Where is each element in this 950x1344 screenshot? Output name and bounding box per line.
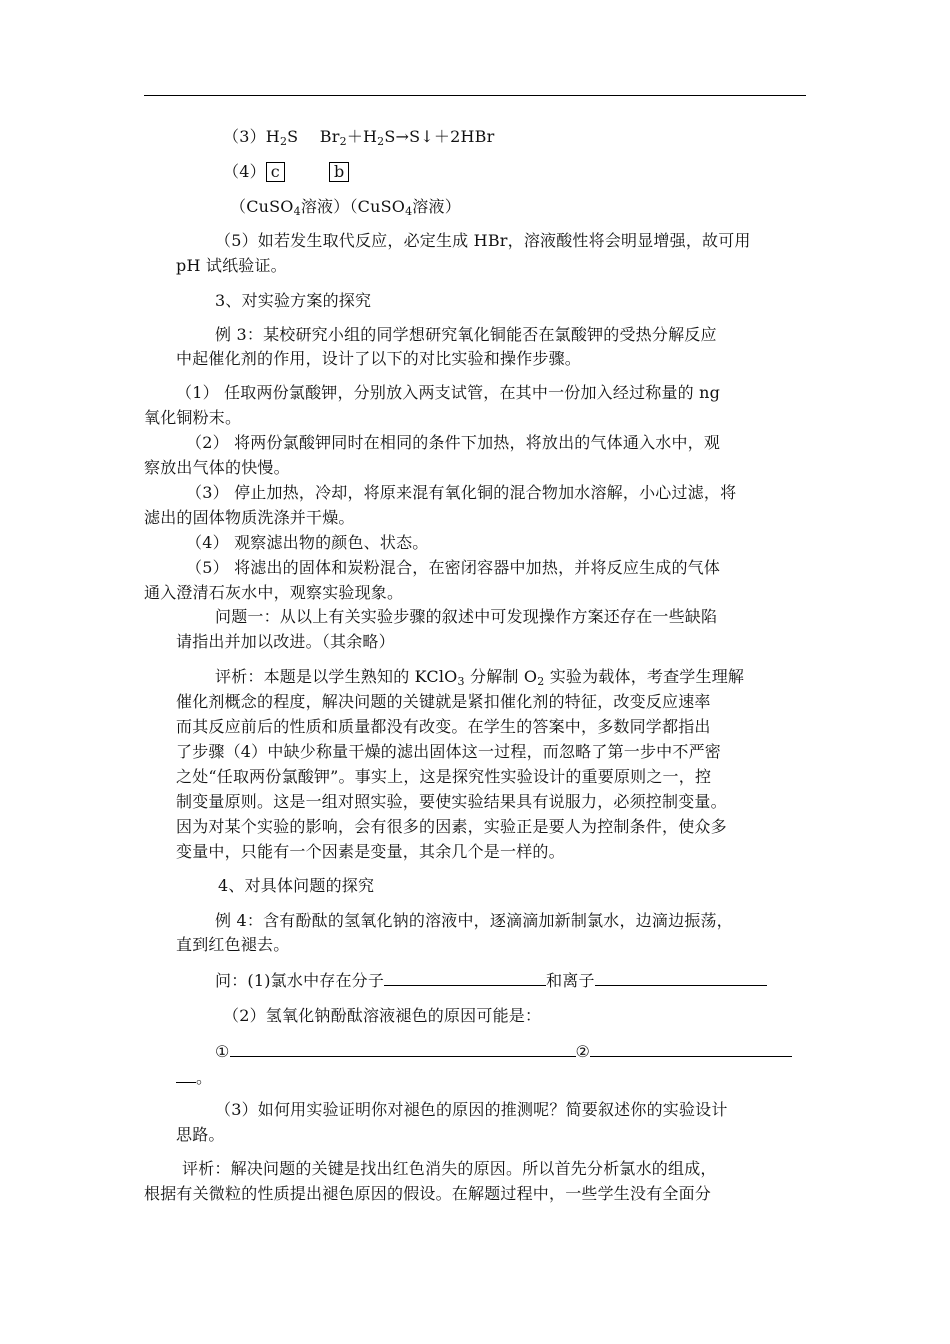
analysis-4-line-b: 根据有关微粒的性质提出褪色原因的假设。在解题过程中，一些学生没有全面分	[144, 1184, 712, 1203]
text-segment: 评析：本题是以学生熟知的 KClO	[215, 667, 458, 686]
question-1-line-b: 请指出并加以改进。（其余略）	[176, 632, 395, 651]
subscript: 2	[279, 135, 288, 148]
analysis-3-line-4: 了步骤（4）中缺少称量干燥的滤出固体这一过程，而忽略了第一步中不严密	[176, 742, 721, 761]
text-segment: （CuSO	[230, 197, 294, 216]
answer-blank-molecules[interactable]	[384, 969, 546, 986]
example-4-line-a: 例 4：含有酚酞的氢氧化钠的溶液中，逐滴滴加新制氯水，边滴边振荡，	[215, 911, 733, 930]
answer-4-label: （4）	[223, 162, 266, 181]
circled-one: ①	[215, 1042, 230, 1061]
question-4-3-line-b: 思路。	[176, 1125, 225, 1144]
analysis-3-line-2: 催化剂概念的程度，解决问题的关键就是紧扣催化剂的特征，改变反应速率	[176, 692, 711, 711]
step-2-line-a: （2） 将两份氯酸钾同时在相同的条件下加热，将放出的气体通入水中，观	[186, 433, 721, 452]
section-4-heading: 4、对具体问题的探究	[218, 876, 375, 895]
analysis-4-line-a: 评析：解决问题的关键是找出红色消失的原因。所以首先分析氯水的组成，	[182, 1159, 717, 1178]
apparatus-box-c: c	[266, 162, 285, 182]
example-3-line-a: 例 3：某校研究小组的同学想研究氧化铜能否在氯酸钾的受热分解反应	[215, 325, 717, 344]
text-segment: S→S↓＋2HBr	[384, 127, 495, 146]
header-rule	[144, 95, 806, 96]
subscript: 2	[339, 135, 347, 148]
text-segment: S Br	[287, 127, 340, 146]
question-4-1-line	[215, 969, 767, 992]
text-segment: 实验为载体，考查学生理解	[544, 667, 745, 686]
text-segment: 溶液）	[412, 197, 461, 216]
question-4-2-line: （2）氢氧化钠酚酞溶液褪色的原因可能是：	[223, 1006, 542, 1025]
text-segment: 。	[196, 1068, 213, 1087]
question-4-2-blanks	[215, 1040, 792, 1063]
analysis-3-line-6: 制变量原则。这是一组对照实验，要使实验结果具有说服力，必须控制变量。	[176, 792, 727, 811]
text-segment: 分解制 O	[464, 667, 538, 686]
question-4-2-blank-end	[176, 1066, 212, 1089]
example-3-line-b: 中起催化剂的作用，设计了以下的对比实验和操作步骤。	[176, 349, 582, 368]
answer-3-label: （3）H	[223, 127, 280, 146]
analysis-3-line-1	[215, 666, 744, 688]
step-2-line-b: 察放出气体的快慢。	[144, 458, 290, 477]
circled-two: ②	[575, 1042, 591, 1061]
step-3-line-b: 滤出的固体物质洗涤并干燥。	[144, 508, 355, 527]
step-5-line-b: 通入澄清石灰水中，观察实验现象。	[144, 583, 404, 602]
text-segment: 问：(1)氯水中存在分子	[215, 971, 385, 990]
step-1-line-b: 氧化铜粉末。	[144, 408, 242, 427]
answer-blank-reason-1[interactable]	[230, 1040, 576, 1057]
text-segment: （CuSO	[349, 197, 406, 216]
text-segment: 和离子	[546, 971, 595, 990]
cuso4-labels	[230, 196, 461, 218]
analysis-3-line-7: 因为对某个实验的影响，会有很多的因素，实验正是要人为控制条件，使众多	[176, 817, 727, 836]
section-3-heading: 3、对实验方案的探究	[215, 291, 372, 310]
analysis-3-line-5: 之处“任取两份氯酸钾”。事实上，这是探究性实验设计的重要原则之一，控	[176, 767, 712, 786]
subscript: 2	[537, 675, 545, 688]
analysis-3-line-8: 变量中，只能有一个因素是变量，其余几个是一样的。	[176, 842, 565, 861]
subscript: 4	[293, 205, 301, 218]
subscript: 4	[405, 205, 413, 218]
answer-3-line	[223, 126, 494, 148]
apparatus-box-b: b	[329, 162, 349, 182]
text-segment: ＋H	[346, 127, 378, 146]
answer-4-line	[223, 161, 393, 183]
subscript: 3	[457, 675, 465, 688]
question-1-line-a: 问题一：从以上有关实验步骤的叙述中可发现操作方案还存在一些缺陷	[215, 607, 718, 626]
answer-blank-ions[interactable]	[595, 969, 767, 986]
text-segment: 溶液）	[300, 197, 350, 216]
analysis-3-line-3: 而其反应前后的性质和质量都没有改变。在学生的答案中，多数同学都指出	[176, 717, 711, 736]
answer-5-line-a: （5）如若发生取代反应，必定生成 HBr，溶液酸性将会明显增强，故可用	[215, 231, 751, 250]
subscript: 2	[377, 135, 385, 148]
answer-blank-reason-2[interactable]	[590, 1040, 792, 1057]
step-5-line-a: （5） 将滤出的固体和炭粉混合，在密闭容器中加热，并将反应生成的气体	[186, 558, 721, 577]
question-4-3-line-a: （3）如何用实验证明你对褪色的原因的推测呢？简要叙述你的实验设计	[215, 1100, 728, 1119]
step-3-line-a: （3） 停止加热，冷却，将原来混有氧化铜的混合物加水溶解，小心过滤，将	[186, 483, 737, 502]
answer-5-line-b: pH 试纸验证。	[176, 256, 287, 275]
step-1-line-a: （1） 任取两份氯酸钾，分别放入两支试管，在其中一份加入经过称量的 ng	[176, 383, 721, 402]
example-4-line-b: 直到红色褪去。	[176, 935, 290, 954]
answer-blank-reason-2-continued[interactable]	[176, 1066, 196, 1083]
step-4-line: （4） 观察滤出物的颜色、状态。	[186, 533, 429, 552]
